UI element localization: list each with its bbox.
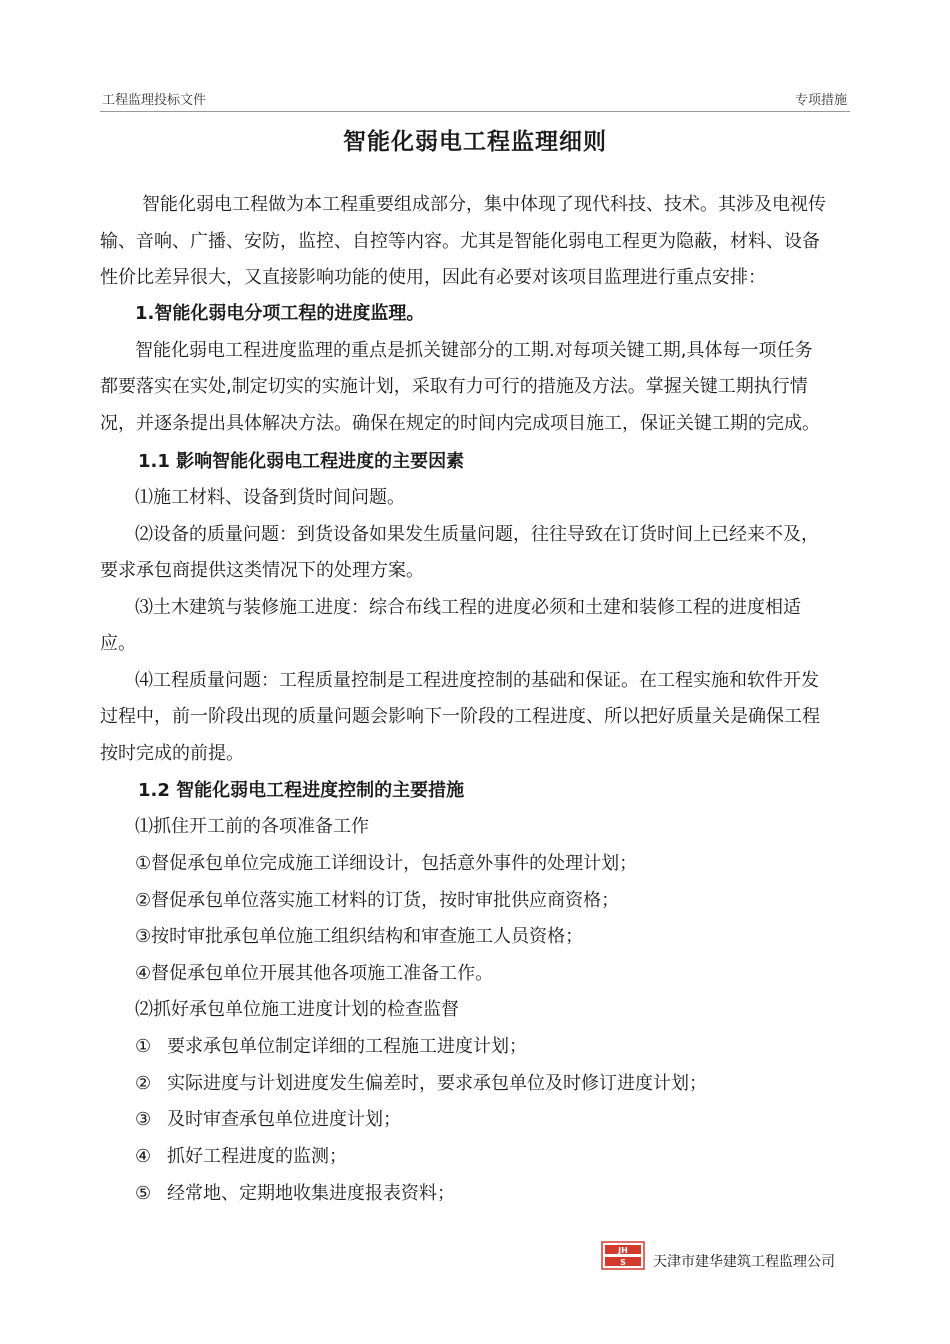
- check-item: [135, 1108, 401, 1132]
- factor-line: ⑴施工材料、设备到货时间问题。: [135, 487, 405, 508]
- header-left: 工程监理投标文件: [102, 93, 207, 108]
- subsection-heading: 1.1 影响智能化弱电工程进度的主要因素: [138, 451, 465, 472]
- check-item: [135, 1145, 347, 1169]
- header-rule: [100, 111, 850, 112]
- item-number: ②: [135, 1073, 152, 1094]
- factor-line: 应。: [100, 633, 136, 654]
- check-item: [135, 1072, 707, 1096]
- item-number: ⑤: [135, 1183, 152, 1204]
- factor-line: ⑷工程质量问题：工程质量控制是工程进度控制的基础和保证。在工程实施和软件开发: [135, 670, 819, 691]
- item-text: 要求承包单位制定详细的工程施工进度计划；: [167, 1036, 527, 1057]
- svg-text:JH: JH: [618, 1246, 628, 1255]
- header-right: 专项措施: [794, 93, 847, 108]
- document-title: 智能化弱电工程监理细则: [343, 129, 607, 155]
- item-number: ④: [135, 1146, 152, 1167]
- factor-line: 要求承包商提供这类情况下的处理方案。: [100, 560, 424, 581]
- section1-line: 况，并逐条提出具体解决方法。确保在规定的时间内完成项目施工，保证关键工期的完成。: [100, 413, 820, 434]
- company-logo-icon: [601, 1241, 645, 1270]
- company-name: 天津市建华建筑工程监理公司: [653, 1254, 835, 1270]
- section1-line: 都要落实在实处,制定切实的实施计划，采取有力可行的措施及方法。掌握关键工期执行情: [100, 376, 808, 397]
- subsection-heading: 1.2 智能化弱电工程进度控制的主要措施: [138, 780, 465, 801]
- check-item: [135, 1035, 527, 1059]
- measure-item: ①督促承包单位完成施工详细设计，包括意外事件的处理计划；: [135, 853, 638, 874]
- section-heading: 1.智能化弱电分项工程的进度监理。: [135, 303, 425, 324]
- measure-heading: ⑵抓好承包单位施工进度计划的检查监督: [135, 999, 459, 1020]
- intro-line: 智能化弱电工程做为本工程重要组成部分，集中体现了现代科技、技术。其涉及电视传: [142, 194, 826, 215]
- factor-line: 过程中，前一阶段出现的质量问题会影响下一阶段的工程进度、所以把好质量关是确保工程: [100, 706, 820, 727]
- item-text: 抓好工程进度的监测；: [167, 1146, 347, 1167]
- factor-line: ⑶土木建筑与装修施工进度：综合布线工程的进度必须和土建和装修工程的进度相适: [135, 597, 801, 618]
- check-item: [135, 1182, 455, 1206]
- section1-line: 智能化弱电工程进度监理的重点是抓关键部分的工期.对每项关键工期,具体每一项任务: [135, 340, 813, 361]
- intro-line: 输、音响、广播、安防，监控、自控等内容。尤其是智能化弱电工程更为隐蔽，材料、设备: [100, 231, 820, 252]
- measure-heading: ⑴抓住开工前的各项准备工作: [135, 816, 369, 837]
- factor-line: ⑵设备的质量问题：到货设备如果发生质量问题，往往导致在订货时间上已经来不及，: [135, 524, 819, 545]
- item-text: 经常地、定期地收集进度报表资料；: [167, 1183, 455, 1204]
- svg-text:S: S: [620, 1258, 626, 1267]
- measure-item: ②督促承包单位落实施工材料的订货，按时审批供应商资格；: [135, 890, 620, 911]
- item-number: ③: [135, 1109, 152, 1130]
- item-text: 及时审查承包单位进度计划；: [167, 1109, 401, 1130]
- intro-line: 性价比差异很大，又直接影响功能的使用，因此有必要对该项目监理进行重点安排：: [100, 267, 766, 288]
- factor-line: 按时完成的前提。: [100, 743, 244, 764]
- measure-item: ④督促承包单位开展其他各项施工准备工作。: [135, 963, 494, 984]
- measure-item: ③按时审批承包单位施工组织结构和审查施工人员资格；: [135, 926, 584, 947]
- item-number: ①: [135, 1036, 152, 1057]
- item-text: 实际进度与计划进度发生偏差时，要求承包单位及时修订进度计划；: [167, 1073, 707, 1094]
